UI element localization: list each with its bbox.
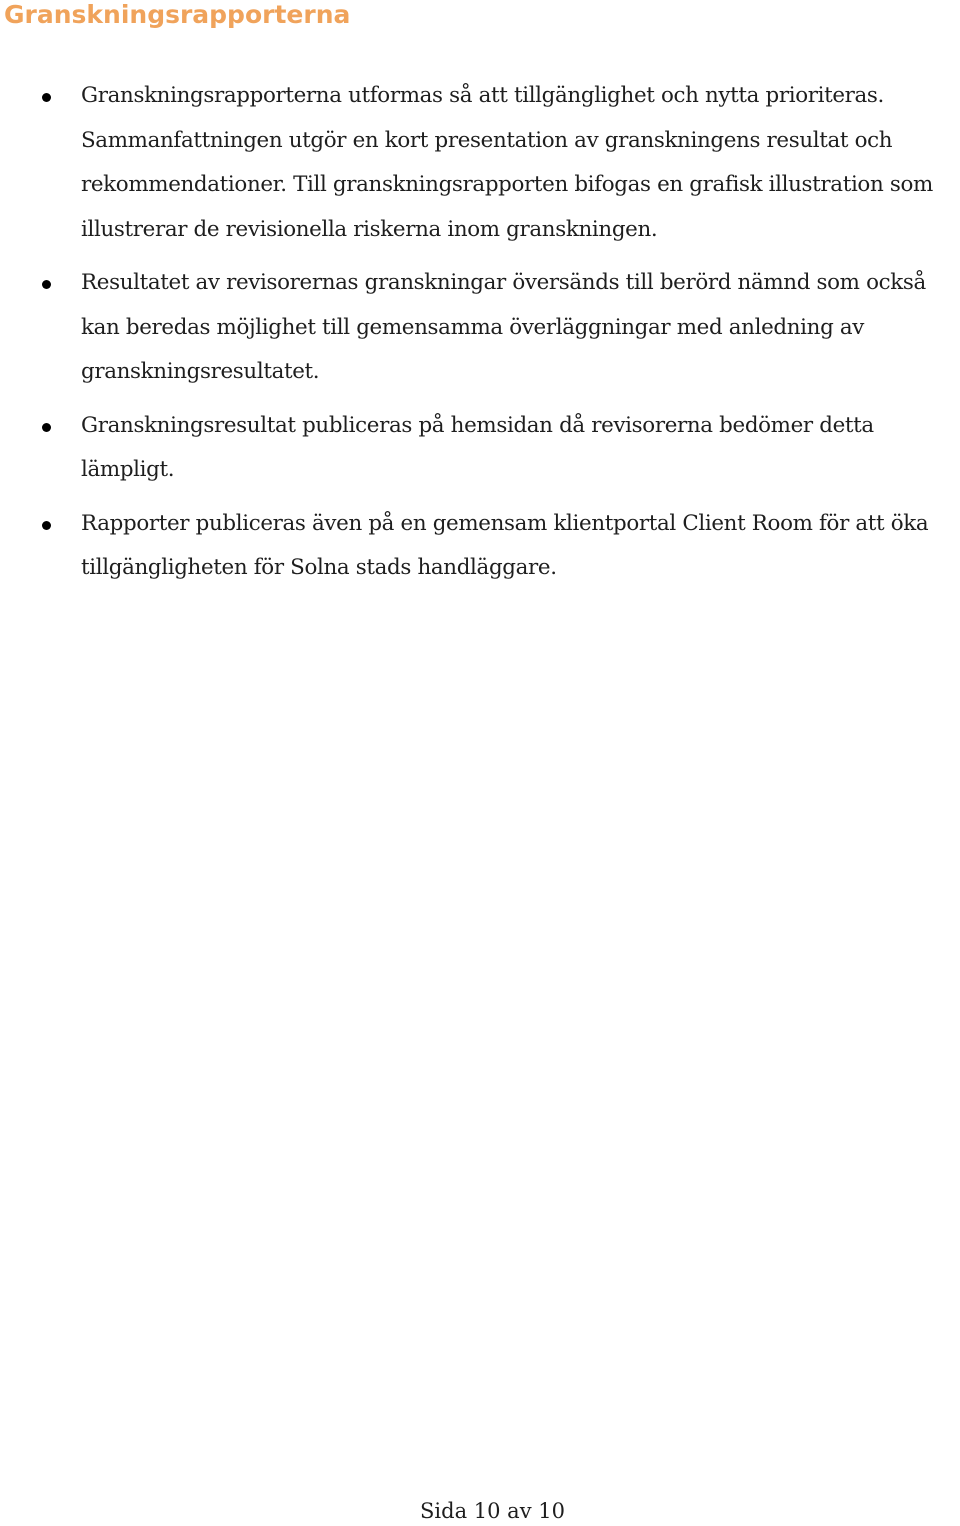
list-item-text: Granskningsrapporterna utformas så att tillgänglighet och nytta prioriteras. Sammanfattningen utgör en kort presentation av granskningens resultat och rekommendationer. Till granskningsrapporten bifogas en grafisk illustration som illustrerar de revisionella riskerna inom granskningen.	[81, 83, 933, 242]
list-item	[0, 502, 960, 591]
list-item	[0, 74, 960, 252]
list-item	[0, 404, 960, 493]
bullet-icon	[42, 521, 51, 530]
page-number: Sida 10 av 10	[420, 1499, 565, 1523]
list-item-text: Granskningsresultat publiceras på hemsidan då revisorerna bedömer detta lämpligt.	[81, 412, 874, 482]
bullet-list	[0, 74, 960, 600]
bullet-icon	[42, 280, 51, 289]
list-item-text: Resultatet av revisorernas granskningar översänds till berörd nämnd som också kan beredas möjlighet till gemensamma överläggningar med anledning av granskningsresultatet.	[81, 270, 926, 384]
list-item	[0, 261, 960, 395]
list-item-text: Rapporter publiceras även på en gemensam klientportal Client Room för att öka tillgängligheten för Solna stads handläggare.	[81, 510, 929, 580]
page-heading: Granskningsrapporterna	[4, 0, 351, 29]
bullet-icon	[42, 93, 51, 102]
bullet-icon	[42, 423, 51, 432]
